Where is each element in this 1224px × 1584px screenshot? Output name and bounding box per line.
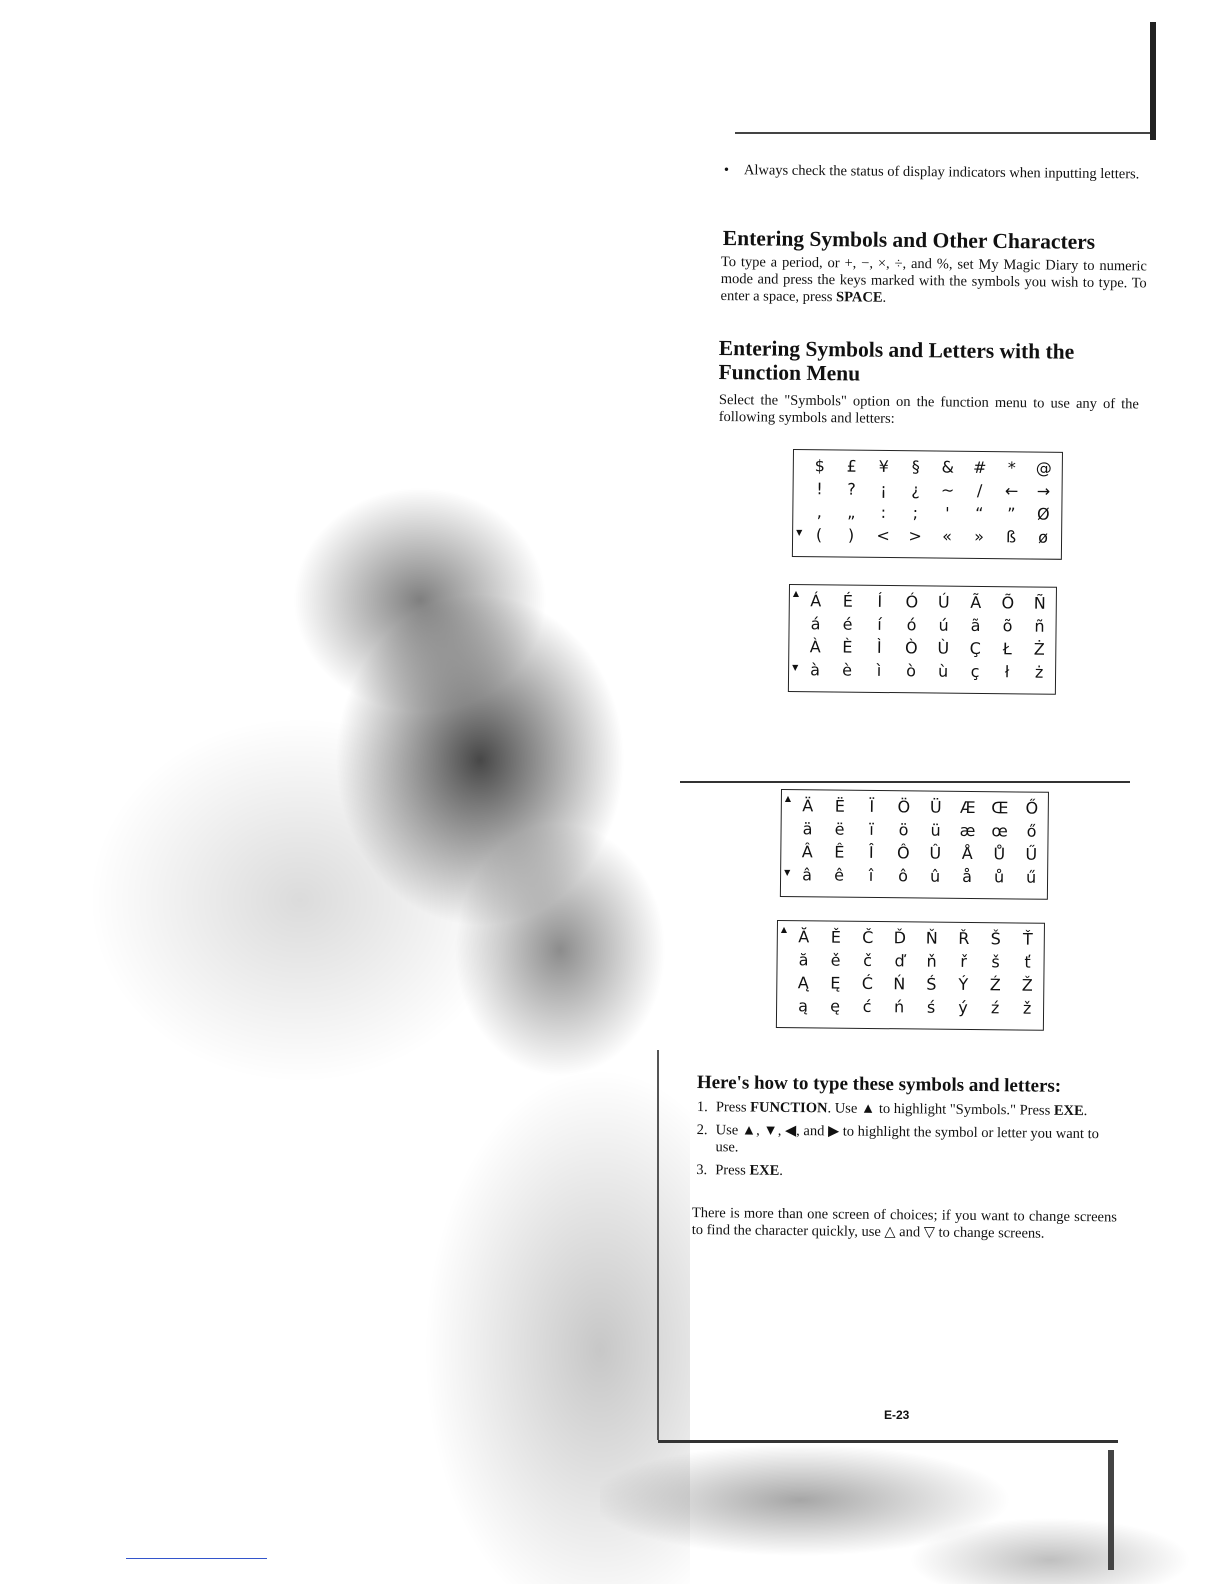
character-cell: Ã — [970, 592, 982, 613]
character-cell: Ù — [937, 638, 950, 658]
character-cell: ę — [830, 996, 841, 1016]
character-cell: â — [802, 865, 813, 885]
character-cell: : — [880, 502, 887, 522]
character-cell: û — [929, 866, 941, 886]
character-cell: Ě — [830, 927, 841, 947]
screen-down-arrow-icon: ▼ — [792, 663, 799, 673]
character-cell: ¿ — [911, 480, 920, 500]
symbol-screen-1 — [792, 449, 1063, 560]
character-row — [803, 523, 1059, 549]
symbols-paragraph-end: . — [882, 289, 887, 306]
character-row — [799, 635, 1055, 661]
character-cell: Š — [990, 929, 1001, 949]
character-cell: § — [911, 457, 920, 477]
character-cell: Ü — [929, 797, 942, 817]
character-cell: Â — [801, 842, 813, 862]
character-cell: ő — [1026, 821, 1037, 841]
character-cell: ë — [834, 819, 845, 839]
character-cell: Œ — [991, 798, 1009, 818]
character-cell: Ć — [861, 973, 874, 994]
character-cell: ? — [847, 479, 856, 499]
character-cell: Ń — [893, 974, 906, 994]
character-cell: Õ — [1001, 593, 1015, 613]
character-cell: ' — [945, 503, 950, 523]
character-row — [799, 658, 1055, 684]
character-row — [791, 863, 1047, 889]
character-cell: Ï — [869, 796, 875, 816]
character-cell: ć — [862, 996, 872, 1016]
screen-down-arrow-icon: ▼ — [796, 528, 803, 538]
page-left-edge — [657, 1050, 659, 1440]
character-cell: , — [816, 502, 822, 522]
character-cell: ű — [1025, 867, 1037, 887]
character-cell: Ä — [802, 796, 814, 816]
character-row — [788, 925, 1044, 951]
character-cell: ù — [937, 661, 949, 681]
character-cell: Ů — [993, 844, 1006, 864]
character-cell: Æ — [959, 797, 976, 818]
step-2 — [696, 1122, 1121, 1160]
character-cell: ž — [1022, 998, 1032, 1018]
heading-function-menu: Entering Symbols and Letters with the Function Menu — [718, 336, 1075, 386]
bullet-note: • Always check the status of display indicators when inputting letters. — [722, 162, 1152, 184]
character-row — [787, 971, 1043, 997]
character-cell: ¥ — [878, 456, 890, 477]
character-cell: å — [962, 866, 973, 887]
character-cell: ì — [876, 660, 882, 680]
character-cell: õ — [1002, 616, 1013, 636]
step-1 — [697, 1099, 1122, 1120]
character-row — [803, 500, 1059, 526]
character-cell: ô — [898, 866, 909, 886]
character-cell: ” — [1007, 504, 1016, 524]
character-cell: @ — [1035, 458, 1052, 478]
character-cell: Ď — [893, 928, 907, 948]
character-cell: Ż — [1033, 639, 1045, 659]
symbol-screen-2 — [788, 584, 1057, 695]
character-cell: ů — [993, 867, 1005, 887]
character-cell: ä — [802, 819, 813, 839]
heading-how-to-type: Here's how to type these symbols and letters: — [696, 1072, 1062, 1097]
character-cell: ~ — [940, 480, 955, 500]
symbol-screen-3 — [780, 789, 1049, 900]
heading-entering-symbols: Entering Symbols and Other Characters — [722, 226, 1096, 254]
character-row — [799, 612, 1055, 638]
bottom-rule — [658, 1440, 1118, 1443]
character-cell: / — [976, 480, 983, 500]
character-cell: Ú — [937, 592, 950, 612]
character-cell: Ť — [1022, 929, 1033, 949]
character-cell: ; — [912, 503, 919, 523]
character-cell: ã — [970, 615, 981, 636]
character-cell: # — [973, 457, 987, 478]
character-cell: Ò — [904, 638, 918, 658]
page-number: E-23 — [884, 1408, 910, 1422]
character-cell: Í — [877, 591, 883, 611]
character-cell: ï — [869, 819, 874, 839]
character-cell: Ö — [897, 797, 911, 817]
character-cell: ø — [1038, 527, 1049, 547]
character-cell: Ø — [1036, 504, 1050, 524]
character-cell: Ă — [798, 927, 810, 947]
more-screens-paragraph: There is more than one screen of choices; if you want to change screens to find the character quickly, use △ and ▽ to change screens. — [691, 1205, 1117, 1242]
step-text: . — [1083, 1103, 1088, 1120]
character-cell: ň — [926, 951, 937, 971]
step-text: . Use ▲ to highlight "Symbols." Press — [827, 1100, 1054, 1119]
character-cell: í — [877, 614, 882, 634]
character-cell: Ê — [834, 842, 845, 862]
character-cell: æ — [959, 820, 976, 841]
symbol-screen-4 — [776, 920, 1045, 1031]
step-text: Press — [715, 1099, 751, 1116]
step-number: 3. — [696, 1161, 708, 1179]
character-cell: à — [810, 660, 821, 680]
character-cell: ż — [1034, 662, 1044, 682]
character-cell: ł — [1004, 662, 1010, 682]
character-cell: ě — [830, 950, 841, 970]
character-cell: Ą — [797, 973, 809, 993]
character-cell: á — [810, 614, 821, 634]
character-cell: » — [974, 526, 985, 547]
function-menu-paragraph: Select the "Symbols" option on the function menu to use any of the following symbols and letters: — [718, 392, 1139, 427]
character-cell: Ñ — [1033, 593, 1046, 613]
character-cell: Û — [929, 843, 942, 863]
space-key-label: SPACE — [836, 289, 883, 306]
character-cell: Ó — [905, 592, 919, 612]
character-cell: ö — [898, 820, 909, 840]
symbols-paragraph — [720, 254, 1147, 309]
symbols-paragraph-text: To type a period, or +, −, ×, ÷, and %, set My Magic Diary to numeric mode and press the keys marked with the symbols you wish to type. To enter a space, press — [720, 254, 1147, 306]
character-cell: “ — [975, 503, 984, 523]
scan-noise-bottom — [600, 1440, 1224, 1584]
character-cell: Ý — [958, 974, 969, 995]
character-row — [791, 817, 1047, 843]
step-text: . — [779, 1162, 784, 1179]
step-number: 1. — [696, 1099, 708, 1116]
character-cell: Ë — [834, 796, 845, 816]
character-cell: > — [908, 526, 922, 546]
character-cell: ń — [893, 997, 905, 1017]
character-row — [800, 589, 1056, 615]
character-cell: ź — [990, 998, 1000, 1018]
character-cell: ¡ — [880, 479, 887, 499]
character-cell: Ř — [958, 928, 970, 949]
character-row — [787, 948, 1043, 974]
character-cell: ą — [798, 996, 809, 1016]
character-cell: ś — [926, 997, 936, 1017]
character-cell: ê — [834, 865, 845, 885]
character-cell: → — [1036, 481, 1051, 501]
top-rule — [735, 132, 1155, 134]
character-grid — [787, 925, 1044, 1020]
character-cell: Ň — [925, 928, 938, 948]
character-row — [792, 794, 1048, 820]
character-cell: É — [842, 591, 853, 611]
key-label: FUNCTION — [750, 1099, 828, 1117]
character-cell: ü — [930, 820, 941, 840]
character-cell: « — [942, 526, 953, 546]
character-cell: ó — [906, 615, 917, 635]
character-cell: Ž — [1021, 975, 1033, 995]
character-cell: Ł — [1002, 639, 1012, 659]
screen-up-arrow-icon: ▲ — [784, 794, 792, 804]
step-text: Press — [715, 1162, 750, 1179]
character-cell: Ì — [876, 637, 882, 657]
character-cell: Ő — [1025, 798, 1039, 818]
step-number: 2. — [696, 1121, 708, 1139]
key-label: EXE — [1053, 1102, 1084, 1120]
character-cell: ß — [1005, 527, 1017, 547]
character-cell: ! — [816, 479, 823, 499]
character-cell: ř — [960, 951, 967, 971]
character-row — [791, 840, 1047, 866]
character-row — [804, 454, 1060, 480]
character-cell: ď — [894, 951, 905, 971]
screen-up-arrow-icon: ▲ — [780, 925, 788, 935]
character-grid — [803, 454, 1060, 549]
character-cell: Ű — [1025, 844, 1038, 864]
key-label: EXE — [749, 1162, 780, 1179]
character-cell: ← — [1004, 481, 1019, 501]
right-edge-mark — [1150, 22, 1156, 140]
character-cell: ç — [970, 661, 980, 681]
blue-underline — [126, 1558, 267, 1559]
character-row — [803, 477, 1059, 503]
character-cell: Ś — [926, 974, 937, 994]
character-cell: È — [842, 637, 853, 657]
fold-line — [680, 781, 1130, 783]
character-cell: ( — [815, 525, 823, 545]
character-cell: ú — [938, 615, 949, 635]
character-cell: Ź — [989, 975, 1001, 995]
character-cell: č — [863, 950, 873, 970]
character-cell: Á — [810, 591, 822, 611]
character-cell: ă — [798, 950, 809, 970]
character-cell: ý — [958, 997, 968, 1018]
step-3 — [696, 1162, 1121, 1183]
character-cell: À — [809, 637, 821, 657]
character-cell: Ç — [969, 638, 982, 659]
character-cell: Î — [868, 842, 874, 862]
character-cell: & — [941, 457, 955, 477]
character-cell: Ô — [896, 843, 910, 863]
character-cell: š — [991, 952, 1000, 972]
bottom-right-mark — [1108, 1450, 1114, 1570]
character-cell: * — [1007, 458, 1016, 478]
character-cell: î — [868, 865, 874, 885]
character-cell: ñ — [1034, 616, 1045, 636]
character-grid — [799, 589, 1056, 684]
character-cell: ò — [906, 661, 917, 681]
character-row — [787, 994, 1043, 1020]
character-cell: Ę — [830, 973, 841, 993]
character-cell: Č — [862, 927, 874, 948]
step-text: Use ▲, ▼, ◀, and ▶ to highlight the symbol or letter you want to use. — [715, 1122, 1100, 1156]
screen-up-arrow-icon: ▲ — [792, 589, 800, 599]
character-cell: ) — [847, 525, 855, 545]
character-cell: é — [842, 614, 853, 634]
character-cell: $ — [814, 456, 826, 476]
screen-down-arrow-icon: ▼ — [784, 868, 791, 878]
character-cell: è — [842, 660, 853, 680]
character-cell: ť — [1024, 952, 1031, 972]
character-cell: œ — [991, 821, 1008, 841]
steps-list — [696, 1099, 1122, 1189]
character-cell: „ — [847, 502, 856, 522]
character-grid — [791, 794, 1048, 889]
character-cell: £ — [846, 456, 858, 476]
character-cell: Å — [961, 843, 973, 864]
character-cell: < — [876, 525, 890, 546]
